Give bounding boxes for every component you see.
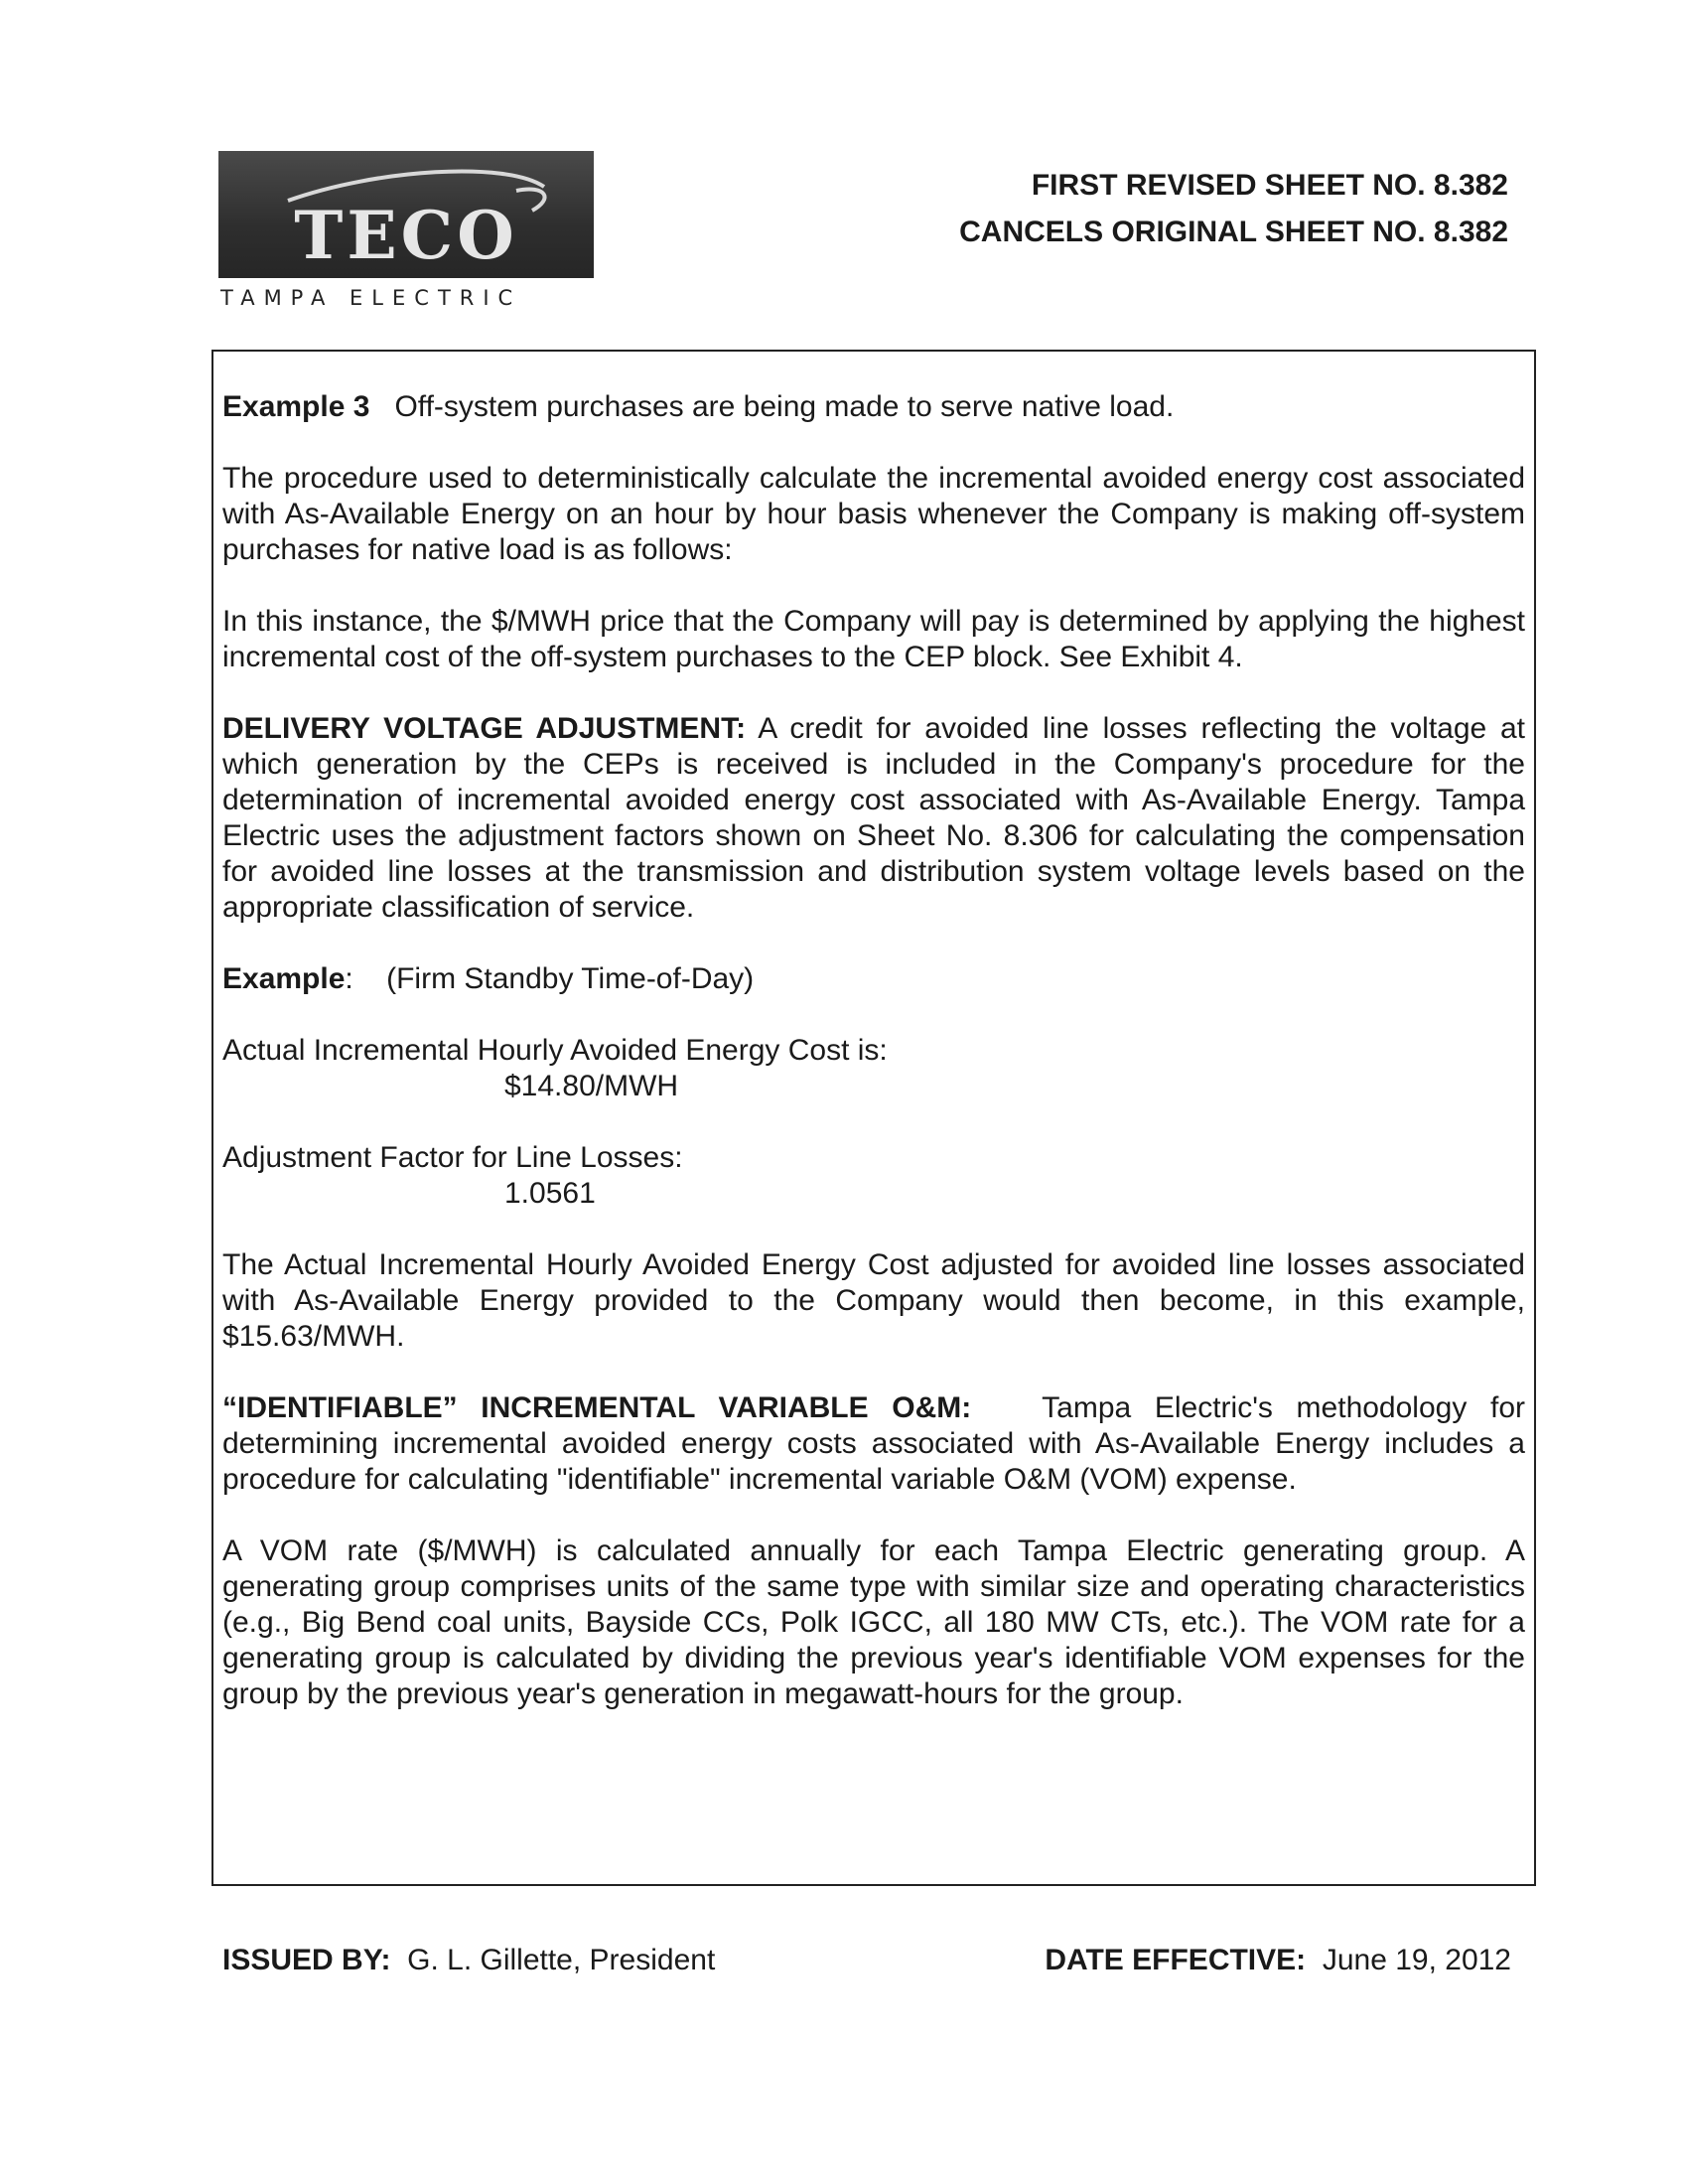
teco-logo [218,151,594,278]
vom-paragraph [222,1390,1525,1498]
cost-value: $14.80/MWH [504,1070,679,1102]
tariff-content [222,389,1525,1712]
example-line [222,961,1525,997]
sheet-cancels: CANCELS ORIGINAL SHEET NO. 8.382 [959,216,1508,248]
example-colon: : [345,962,353,995]
cost-label: Actual Incremental Hourly Avoided Energy Cost is: [222,1034,888,1067]
sheet-revision: FIRST REVISED SHEET NO. 8.382 [1031,169,1508,202]
vom-heading: “IDENTIFIABLE” INCREMENTAL VARIABLE O&M: [222,1391,972,1424]
delivery-voltage-heading: DELIVERY VOLTAGE ADJUSTMENT: [222,712,747,745]
issued-by-label: ISSUED BY: [222,1944,391,1976]
sheet-number-block [959,162,1508,255]
date-effective-label: DATE EFFECTIVE: [1045,1944,1307,1976]
teco-logo-graphic [218,151,594,278]
vom-rate-paragraph: A VOM rate ($/MWH) is calculated annually for each Tampa Electric generating group. A generating group comprises units of the same type with similar size and operating characteristics (e.g., Big Bend coal units, Bayside CCs, Polk IGCC, all 180 MW CTs, etc.). The VOM rate for a generating group is calculated by dividing the previous year's identifiable VOM expenses for the group by the previous year's generation in megawatt-hours for the group. [222,1534,1525,1710]
instance-paragraph: In this instance, the $/MWH price that the Company will pay is determined by applying the highest incremental cost of the off-system purchases to the CEP block. See Exhibit 4. [222,605,1525,673]
factor-value: 1.0561 [504,1177,596,1210]
date-effective [1045,1943,1511,1978]
factor-label: Adjustment Factor for Line Losses: [222,1141,683,1174]
logo-text: TECO [294,197,518,274]
example-text: (Firm Standby Time-of-Day) [386,962,755,995]
issued-by [222,1943,715,1978]
example3-label: Example 3 [222,390,370,423]
example3-line [222,389,1525,425]
delivery-voltage-paragraph [222,711,1525,926]
vom-text: Tampa Electric's methodology for determining incremental avoided energy costs associated with As-Available Energy includes a procedure for calculating "identifiable" incremental variable O&M (VOM) expense. [222,1391,1525,1496]
date-effective-value: June 19, 2012 [1322,1944,1511,1976]
delivery-voltage-text: A credit for avoided line losses reflecting the voltage at which generation by the CEPs is received is included in the Company's procedure for the determination of incremental avoided energy cost associated with As-Available Energy. Tampa Electric uses the adjustment factors shown on Sheet No. 8.306 for calculating the compensation for avoided line losses at the transmission and distribution system voltage levels based on the appropriate classification of service. [222,712,1526,924]
procedure-paragraph: The procedure used to deterministically calculate the incremental avoided energy cost associated with As-Available Energy on an hour by hour basis whenever the Company is making off-system purchases for native load is as follows: [222,462,1525,566]
example-label: Example [222,962,346,995]
logo-subtitle: TAMPA ELECTRIC [220,286,522,310]
example3-text: Off-system purchases are being made to serve native load. [394,390,1175,423]
issued-by-value: G. L. Gillette, President [407,1944,716,1976]
adjusted-cost-paragraph: The Actual Incremental Hourly Avoided Energy Cost adjusted for avoided line losses associated with As-Available Energy provided to the Company would then become, in this example, $15.63/MWH. [222,1248,1525,1353]
